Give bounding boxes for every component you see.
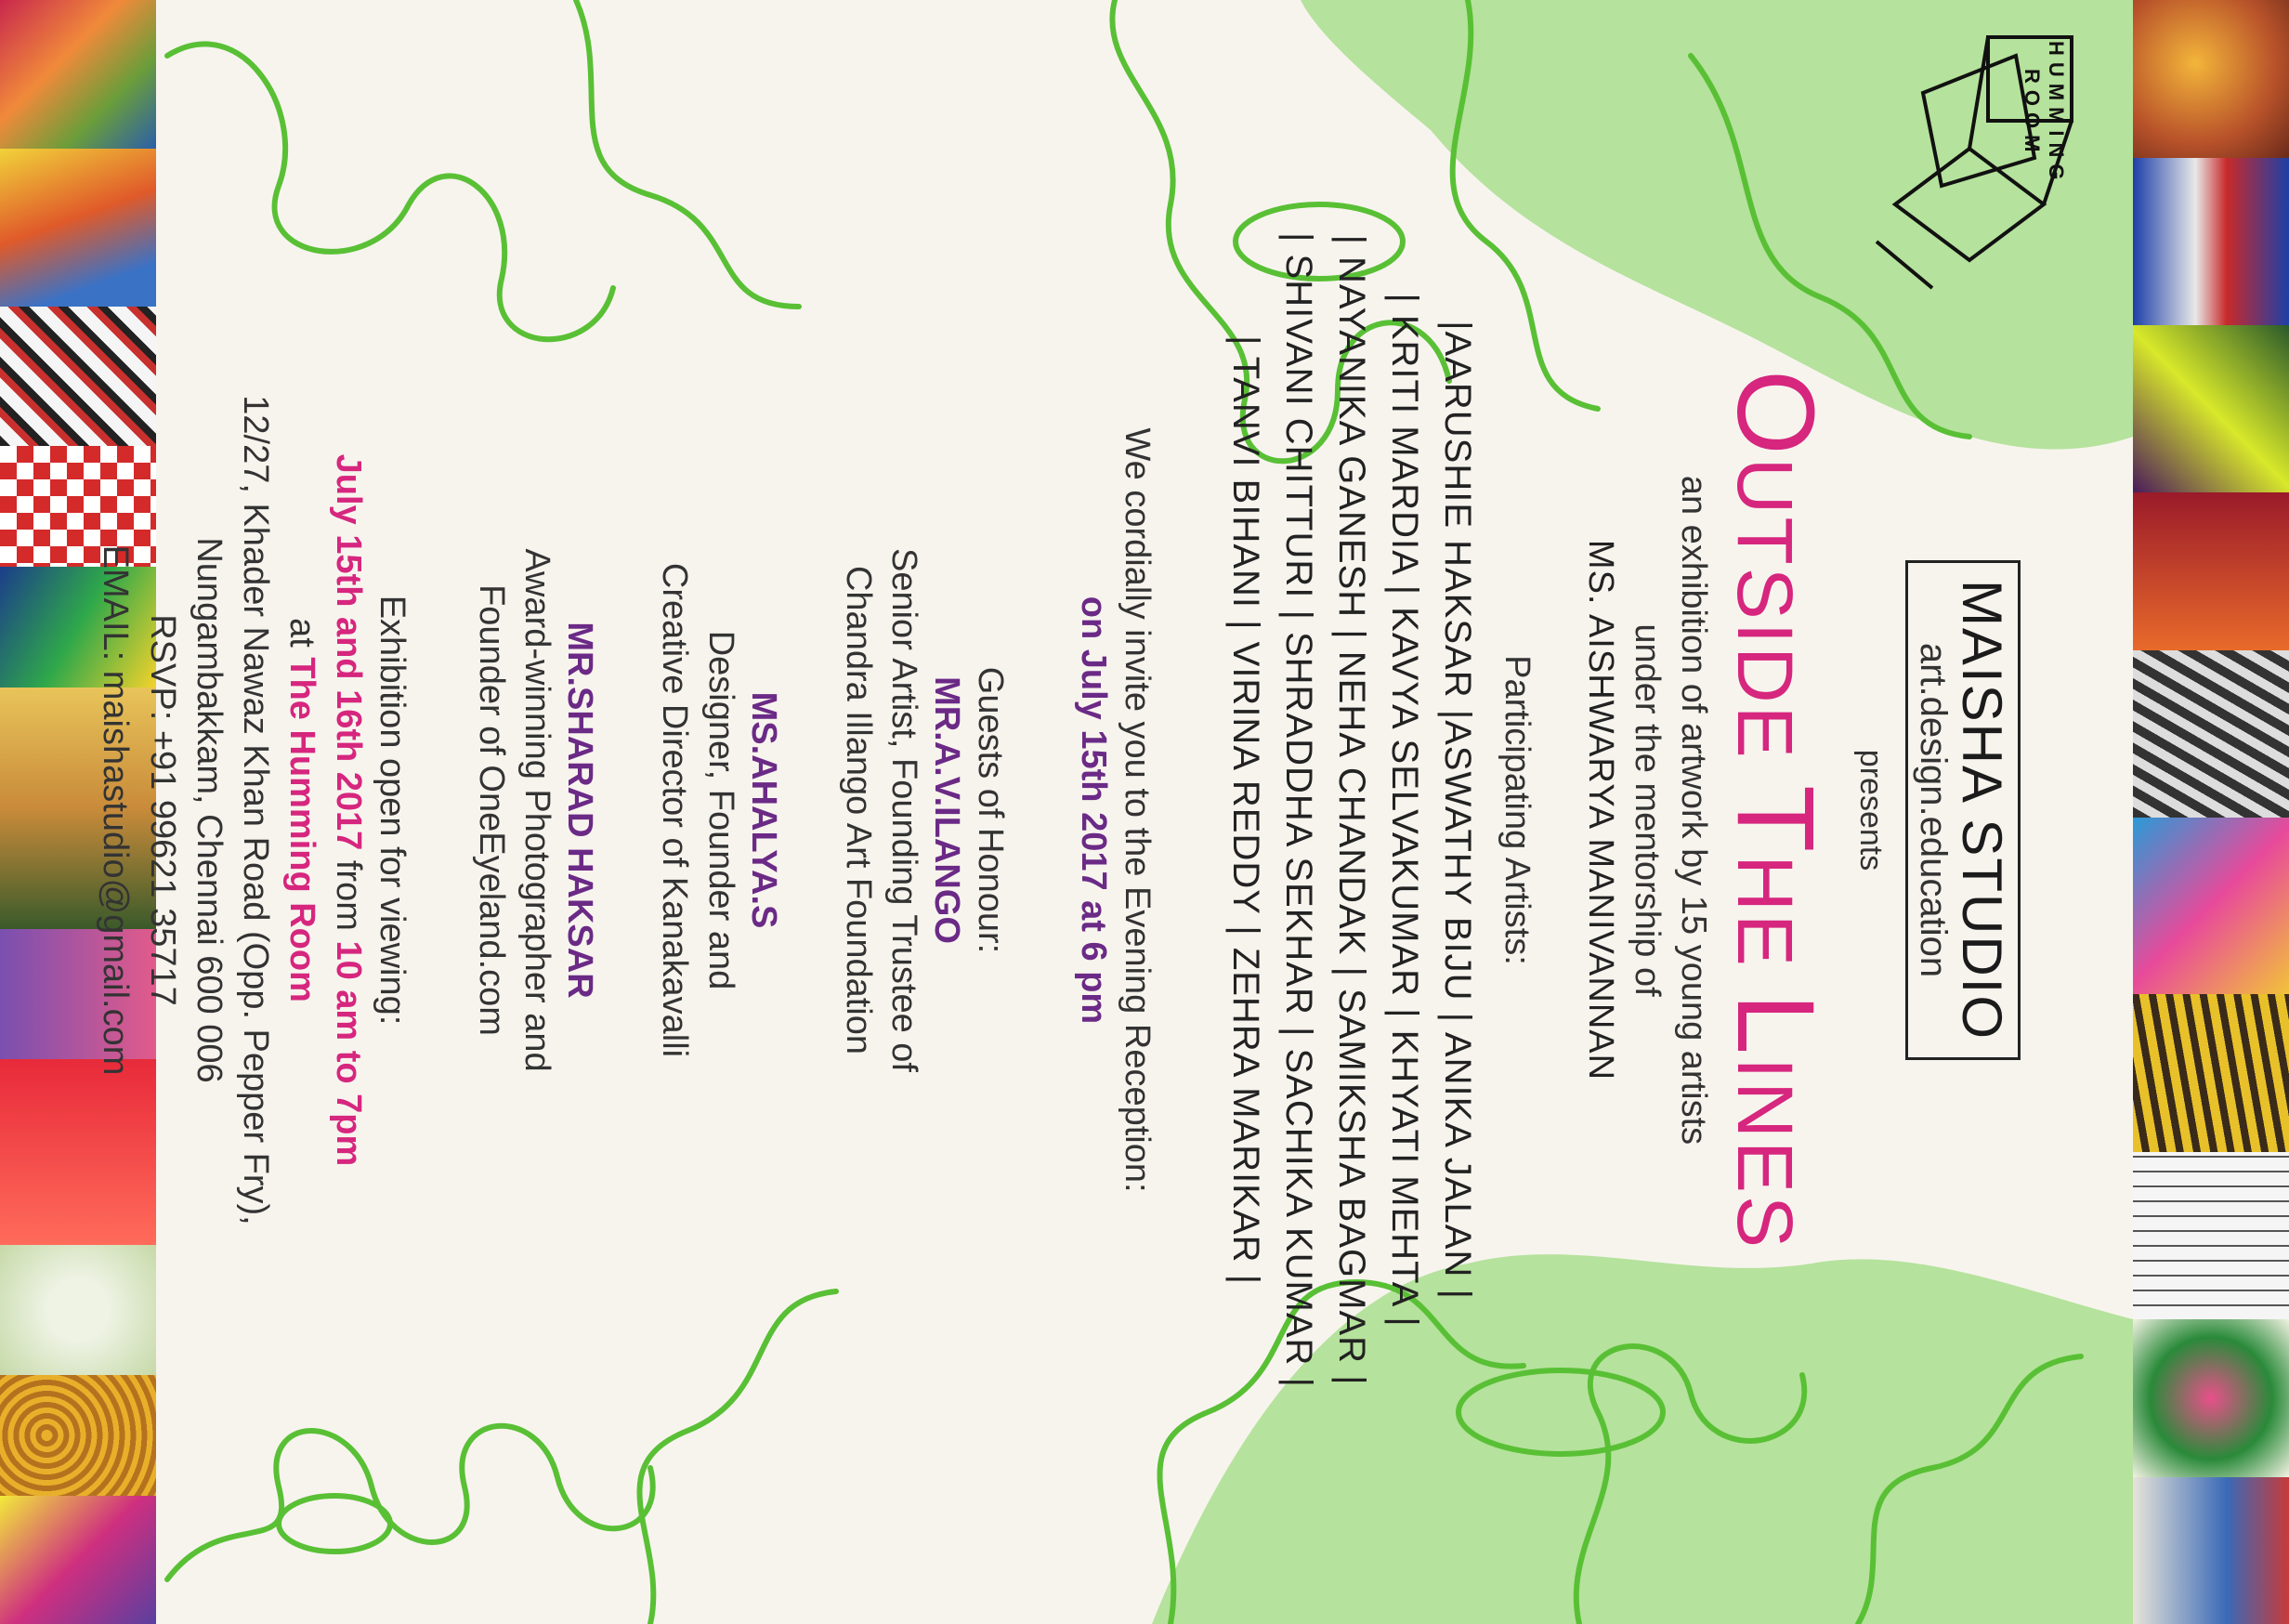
brand-logo — [1905, 560, 2021, 1060]
exhibition-venue — [279, 48, 325, 1572]
guest-description: Designer, Founder and — [700, 630, 740, 990]
title-part: INES — [1721, 1056, 1809, 1251]
brand-name: MAISHA STUDIO — [1951, 579, 2013, 1041]
artist-row: |AARUSHIE HAKSAR |ASWATHY BIJU | ANIKA JALAN | — [1436, 321, 1478, 1300]
venue-name: The Humming Room — [282, 657, 321, 1002]
guest-description: Chandra Illango Art Foundation — [839, 565, 879, 1055]
exhibition-from: from — [329, 850, 369, 941]
exhibition-dates — [325, 48, 372, 1572]
title-part: UTSIDE — [1721, 457, 1809, 786]
guest-name: MS.AHALYA.S — [743, 691, 783, 929]
guest-description: Senior Artist, Founding Trustee of — [884, 548, 924, 1072]
artist-row: | TANVI BIHANI | VIRINA REDDY | ZEHRA MARIKAR | — [1225, 334, 1267, 1286]
artist-row: | KRITI MARDIA | KAVYA SELVAKUMAR | KHYATI MEHTA | — [1383, 293, 1425, 1328]
exhibition-hours: 10 am to 7pm — [329, 940, 369, 1167]
invitation-text — [96, 48, 2021, 1572]
exhibition-heading: Exhibition open for viewing: — [373, 595, 412, 1026]
guests-heading: Guests of Honour: — [971, 666, 1011, 954]
exhibition-dates-value: July 15th and 16th 2017 — [329, 453, 369, 851]
guest-description: Creative Director of Kanakavalli — [655, 562, 695, 1058]
artists-list — [1220, 48, 1484, 1572]
guest-name: MR.SHARAD HAKSAR — [559, 622, 599, 999]
presents-label: presents — [1853, 749, 1889, 871]
artist-row: | NAYANIKA GANESH | NEHA CHANDAK | SAMIKSHA BAGMAR | — [1331, 234, 1373, 1386]
guest-description: Founder of OneEyeland.com — [471, 584, 511, 1036]
artists-heading: Participating Artists: — [1497, 655, 1537, 965]
artist-row: | SHIVANI CHITTURI | SHRADDHA SEKHAR | SACHIKA KUMAR | — [1278, 232, 1320, 1388]
address-line: Nungambakkam, Chennai 600 006 — [189, 537, 229, 1083]
exhibition-title — [1714, 48, 1837, 1572]
contact-email: EMAIL: maishastudio@gmail.com — [96, 544, 136, 1076]
venue-prefix: at — [282, 618, 321, 658]
invite-text: We cordially invite you to the Evening Reception: — [1117, 427, 1157, 1193]
address-line: 12/27, Khader Nawaz Khan Road (Opp. Pepper Fry), — [235, 395, 275, 1225]
title-part: L — [1714, 993, 1837, 1057]
guest-name: MR.A.V.ILANGO — [927, 676, 967, 944]
reception-date: on July 15th 2017 at 6 pm — [1073, 596, 1113, 1025]
title-part: HE — [1721, 855, 1809, 994]
humming-room-logo-text: HUMMING ROOM — [2021, 41, 2068, 187]
mentor-name: MS. AISHWARYA MANIVANNAN — [1580, 539, 1620, 1081]
brand-tagline: art.design.education — [1913, 642, 1954, 978]
rsvp-phone: RSVP: +91 99621 35717 — [142, 614, 182, 1006]
title-part: T — [1714, 785, 1837, 856]
intro-line: an exhibition of artwork by 15 young artists — [1674, 475, 1714, 1146]
title-part: O — [1714, 370, 1837, 458]
intro-line: under the mentorship of — [1627, 623, 1667, 997]
guest-description: Award-winning Photographer and — [517, 548, 556, 1072]
